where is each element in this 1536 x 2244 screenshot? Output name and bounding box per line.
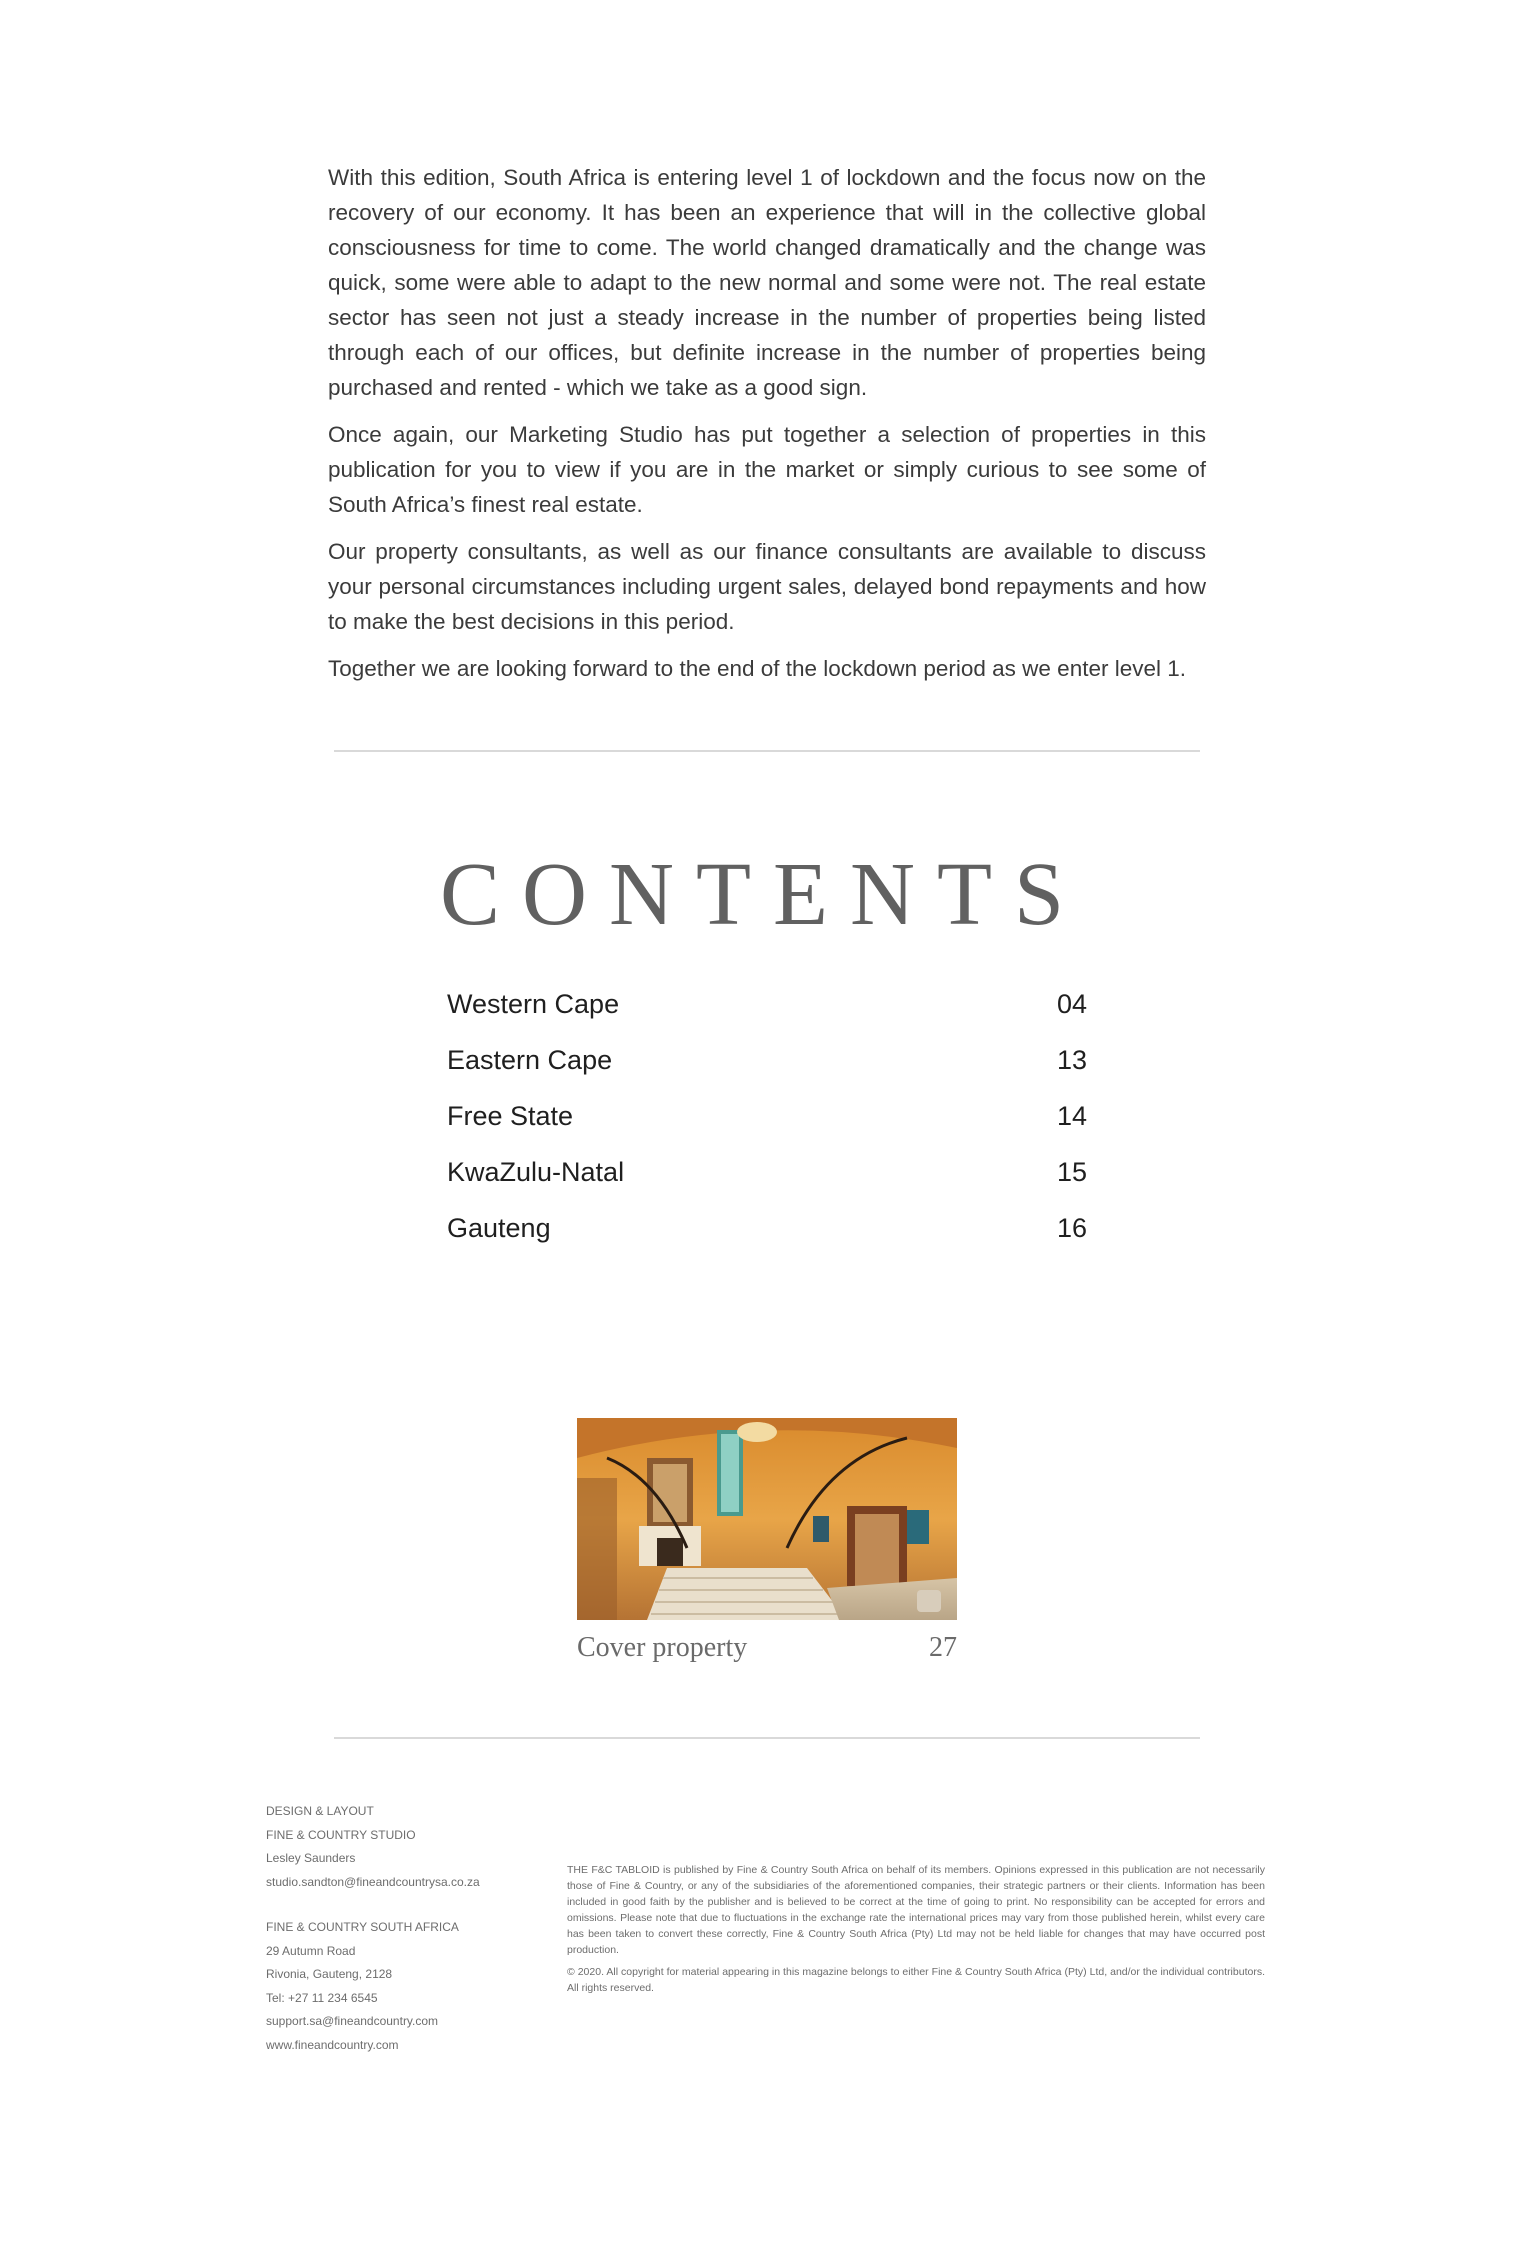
divider-bottom (334, 1737, 1200, 1739)
company-website[interactable]: www.fineandcountry.com (266, 2037, 399, 2052)
intro-paragraph-1: With this edition, South Africa is entering level 1 of lockdown and the focus now on the recovery of our economy. It has been an experience that will in the collective global consciousness for time to come. The world changed dramatically and the change was quick, some were able to adapt to the new normal and some were not. The real estate sector has seen not just a steady increase in the number of properties being listed through each of our offices, but definite increase in the number of properties being purchased and rented - which we take as a good sign. (328, 165, 1206, 400)
toc-item-western-cape[interactable] (447, 976, 1087, 1032)
toc-page-number: 04 (1056, 988, 1087, 1019)
intro-text (328, 160, 1206, 698)
toc-item-free-state[interactable] (447, 1088, 1087, 1144)
toc-item-eastern-cape[interactable] (447, 1032, 1087, 1088)
toc-item-kwazulu-natal[interactable] (447, 1144, 1087, 1200)
studio-name: FINE & COUNTRY STUDIO (266, 1827, 416, 1842)
studio-email[interactable]: studio.sandton@fineandcountrysa.co.za (266, 1874, 480, 1889)
company-address-line-2: Rivonia, Gauteng, 2128 (266, 1967, 393, 1981)
toc-label: Eastern Cape (447, 1044, 613, 1075)
company-credits (266, 1916, 526, 2057)
company-email[interactable]: support.sa@fineandcountry.com (266, 2014, 439, 2028)
disclaimer-text: THE F&C TABLOID is published by Fine & Country South Africa on behalf of its members. Opinions expressed in this publication are not necessarily those of Fine & Country, or any of the subsidiaries of the aforementioned companies, their strategic partners or their clients. Information has been included in good faith by the publisher and is believed to be correct at the time of going to print. No responsibility can be accepted for errors and omissions. Please note that due to fluctuations in the exchange rate the international prices may vary from those published herein, whilst every care has been taken to convert these correctly, Fine & Country South Africa (Pty) Ltd may not be held liable for changes that may have occurred post production. (567, 1864, 1265, 1956)
toc-item-gauteng[interactable] (447, 1200, 1087, 1256)
designer-name: Lesley Saunders (266, 1851, 356, 1865)
intro-paragraph-3: Our property consultants, as well as our finance consultants are available to discuss your personal circumstances including urgent sales, delayed bond repayments and how to make the best decisions in this period. (328, 539, 1206, 634)
cover-caption-page: 27 (929, 1632, 957, 1663)
company-phone[interactable]: Tel: +27 11 234 6545 (266, 1990, 378, 2005)
cover-caption-label: Cover property (577, 1632, 748, 1663)
toc-page-number: 16 (1056, 1212, 1087, 1243)
design-credits (266, 1800, 526, 1894)
company-address-line-1: 29 Autumn Road (266, 1943, 356, 1958)
cover-caption (577, 1632, 957, 1664)
toc-page-number: 14 (1056, 1100, 1087, 1131)
cover-property-image[interactable] (577, 1418, 957, 1620)
contents-title: CONTENTS (440, 845, 1086, 944)
toc-label: Gauteng (447, 1212, 551, 1243)
intro-paragraph-2: Once again, our Marketing Studio has put together a selection of properties in this publication for you to view if you are in the market or simply curious to see some of South Africa’s finest real estate. (328, 422, 1206, 517)
table-of-contents (447, 976, 1087, 1256)
toc-label: Free State (447, 1100, 574, 1131)
staircase-interior-photo (577, 1418, 957, 1620)
legal-notice (567, 1862, 1265, 2002)
divider-top (334, 750, 1200, 752)
copyright-text: © 2020. All copyright for material appearing in this magazine belongs to either Fine & Country South Africa (Pty) Ltd, and/or the individual contributors. All rights reserved. (567, 1966, 1265, 1994)
toc-page-number: 15 (1056, 1156, 1087, 1187)
intro-paragraph-4: Together we are looking forward to the end of the lockdown period as we enter level 1. (328, 656, 1187, 681)
toc-label: KwaZulu-Natal (447, 1156, 625, 1187)
toc-label: Western Cape (447, 988, 620, 1019)
toc-page-number: 13 (1056, 1044, 1087, 1075)
company-name: FINE & COUNTRY SOUTH AFRICA (266, 1920, 459, 1934)
design-heading: DESIGN & LAYOUT (266, 1804, 374, 1818)
credits (266, 1800, 526, 2057)
